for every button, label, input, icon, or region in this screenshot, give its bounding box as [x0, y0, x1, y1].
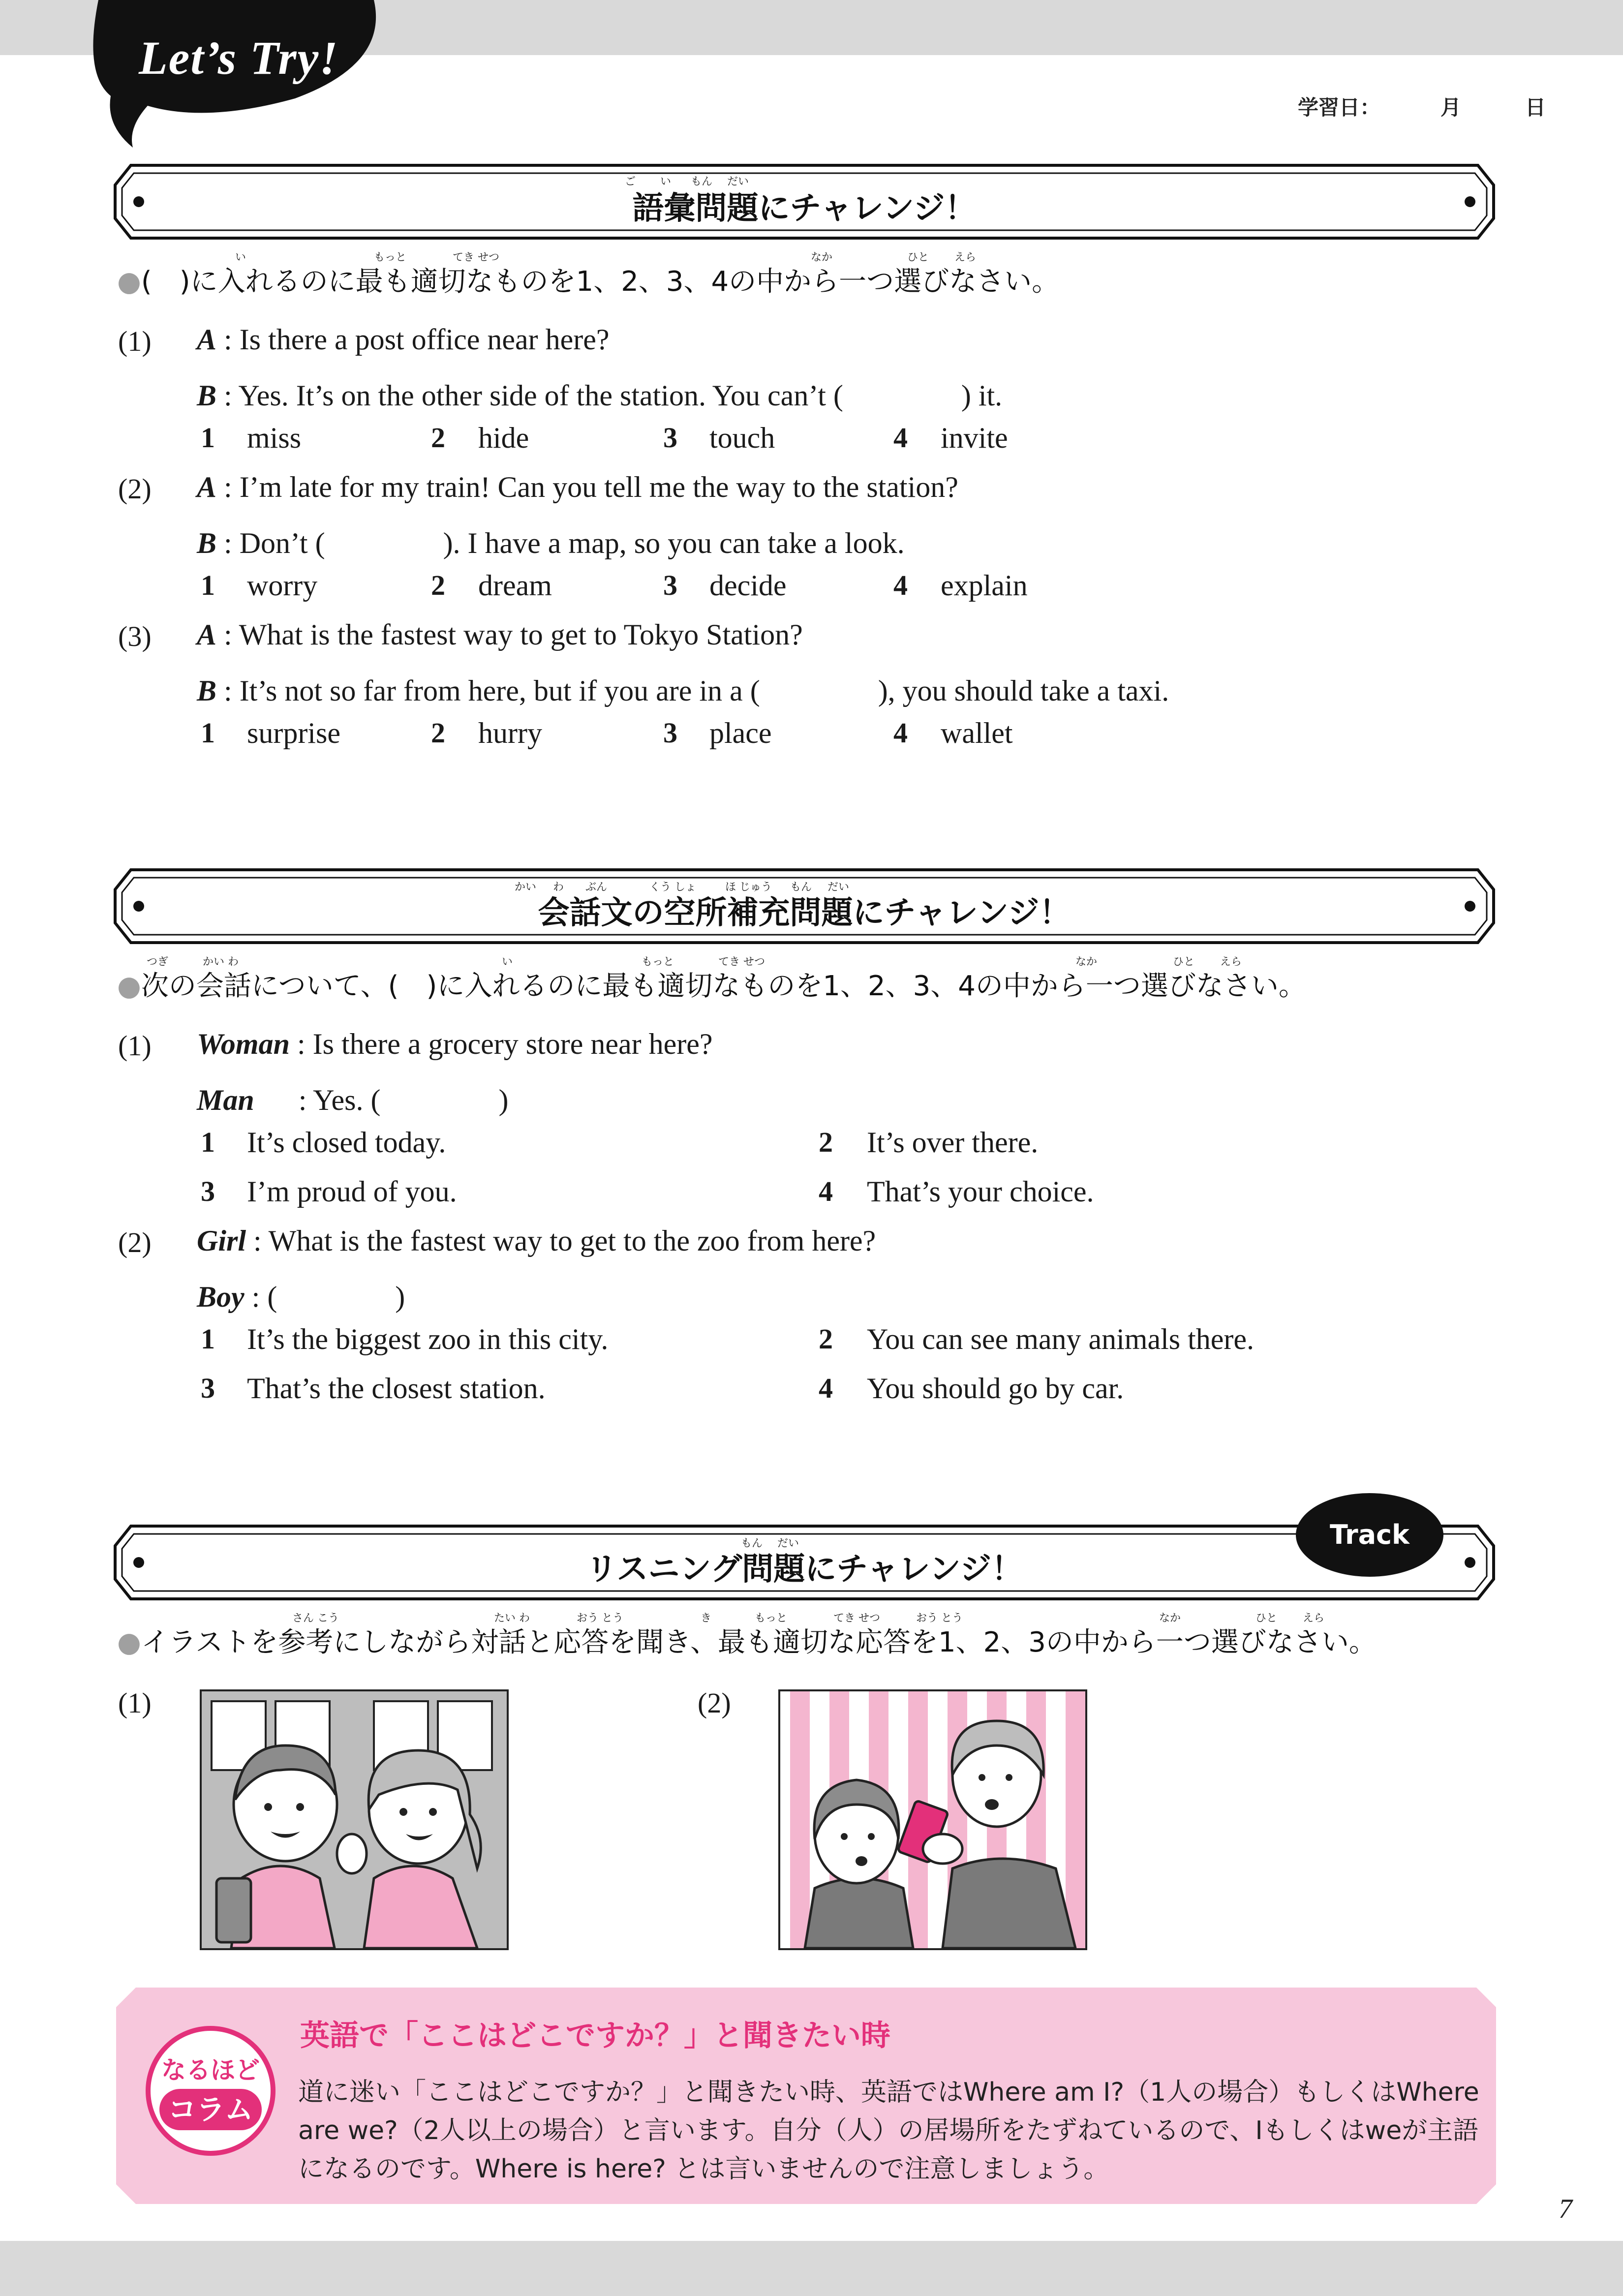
column-title: 英語で「ここはどこですか？」と聞きたい時: [300, 2019, 890, 2053]
option-number: 2: [431, 422, 445, 454]
dialogue-line-a: Woman : Is there a grocery store near here?: [197, 1028, 713, 1060]
ruby-i2: てき せつ: [453, 251, 499, 264]
ruby-r0: ご: [625, 176, 636, 188]
page-number: 7: [1559, 2194, 1572, 2224]
bullet-icon: ●: [117, 1626, 141, 1658]
section-title: 語彙問題にチャレンジ！: [632, 190, 977, 227]
option-text: wallet: [941, 717, 1013, 749]
lets-try-bubble: [0, 0, 389, 153]
track-number-badge: Track No.3: [1296, 1493, 1443, 1577]
bullet-icon: ●: [117, 970, 141, 1002]
ruby-r3: くう しょ: [649, 881, 696, 893]
option-text: hurry: [478, 717, 542, 749]
question-number: (1): [118, 325, 152, 357]
dialogue-line-b: B : Yes. It’s on the other side of the station. You can’t ( ) it.: [197, 379, 1003, 412]
bottom-band: [0, 2241, 1623, 2296]
ruby-i7: なか: [1159, 1612, 1181, 1624]
section-banner-vocabulary: [113, 162, 1496, 241]
ruby-r0: もん: [741, 1537, 763, 1550]
illustration-businesspeople: [778, 1689, 1087, 1950]
ruby-i1: かい わ: [203, 956, 239, 968]
option-number: 1: [201, 717, 215, 749]
option-text: explain: [941, 569, 1028, 602]
ruby-r3: だい: [727, 176, 749, 188]
option-text: You should go by car.: [867, 1372, 1124, 1405]
ruby-i3: もっと: [642, 956, 674, 968]
question-number: (2): [118, 473, 152, 505]
question-number: (2): [118, 1226, 152, 1258]
option-text: It’s over there.: [867, 1126, 1039, 1159]
ruby-i8: ひと: [1256, 1612, 1278, 1624]
option-text: surprise: [247, 717, 340, 749]
option-number: 4: [819, 1175, 833, 1207]
ruby-i4: てき せつ: [718, 956, 765, 968]
study-date-label: 学習日：: [1298, 95, 1381, 120]
dialogue-line-b: B : It’s not so far from here, but if you are in a ( ), you should take a taxi.: [197, 674, 1169, 707]
option-text: miss: [247, 422, 302, 454]
ruby-i4: もっと: [755, 1612, 788, 1624]
section-banner-listening: [113, 1523, 1496, 1602]
option-text: invite: [941, 422, 1008, 454]
option-number: 4: [819, 1372, 833, 1404]
option-text: touch: [709, 422, 775, 454]
dialogue-line-a: A : I’m late for my train! Can you tell me the way to the station?: [197, 471, 958, 503]
question-number: (2): [698, 1687, 731, 1719]
option-text: I’m proud of you.: [247, 1175, 457, 1208]
ruby-r6: だい: [827, 881, 850, 893]
option-text: dream: [478, 569, 552, 602]
dialogue-line-a: A : Is there a post office near here?: [197, 323, 610, 356]
section-title: リスニング問題にチャレンジ！: [585, 1551, 1023, 1588]
ruby-i5: なか: [1075, 956, 1098, 968]
option-number: 2: [431, 717, 445, 749]
option-number: 3: [663, 717, 677, 749]
dialogue-line-a: A : What is the fastest way to get to Tokyo Station?: [197, 618, 803, 651]
ruby-i3: き: [701, 1612, 712, 1624]
instruction-conversation: ●次の会話について、( )に入れるのに最も適切なものを1、2、3、4の中から一つ選びなさい。: [117, 970, 1306, 1002]
option-number: 1: [201, 422, 215, 454]
ruby-r1: だい: [777, 1537, 799, 1550]
study-month-label: 月: [1440, 95, 1462, 120]
ruby-r4: ほ じゅう: [725, 881, 772, 893]
ruby-i5: てき せつ: [833, 1612, 880, 1624]
ruby-r0: かい: [515, 881, 537, 893]
option-number: 4: [893, 569, 908, 601]
question-number: (3): [118, 620, 152, 652]
ruby-i0: つぎ: [147, 956, 169, 968]
illustration-students: [200, 1689, 509, 1950]
option-number: 4: [893, 717, 908, 749]
option-text: hide: [478, 422, 529, 454]
option-number: 2: [431, 569, 445, 601]
option-text: It’s the biggest zoo in this city.: [247, 1323, 609, 1355]
ruby-i5: えら: [954, 251, 977, 264]
question-number: (1): [118, 1030, 152, 1062]
column-line: 道に迷い「ここはどこですか？」と聞きたい時、英語ではWhere am I?（1人の場合）もしくはWhere: [298, 2078, 1479, 2107]
option-text: You can see many animals there.: [867, 1323, 1255, 1355]
instruction-listening: ●イラストを参考にしながら対話と応答を聞き、最も適切な応答を1、2、3の中から一つ選びなさい。: [117, 1626, 1377, 1658]
ruby-i0: さん こう: [292, 1612, 339, 1624]
ruby-i6: ひと: [1173, 956, 1195, 968]
ruby-i9: えら: [1303, 1612, 1325, 1624]
option-number: 1: [201, 1126, 215, 1158]
ruby-i2: い: [502, 956, 513, 968]
study-day-label: 日: [1525, 95, 1546, 120]
instruction-vocabulary: ●( )に入れるのに最も適切なものを1、2、3、4の中から一つ選びなさい。: [117, 266, 1060, 298]
badge-bottom-label: コラム: [159, 2089, 262, 2130]
ruby-r1: わ: [553, 881, 564, 893]
option-number: 1: [201, 569, 215, 601]
bullet-icon: ●: [117, 266, 141, 298]
ruby-i7: えら: [1220, 956, 1242, 968]
option-number: 2: [819, 1126, 833, 1158]
ruby-i1: たい わ: [494, 1612, 530, 1624]
option-text: It’s closed today.: [247, 1126, 446, 1159]
ruby-i1: もっと: [374, 251, 407, 264]
option-number: 3: [663, 422, 677, 454]
ruby-i3: なか: [811, 251, 833, 264]
lets-try-label: Let’s Try!: [139, 31, 339, 84]
option-number: 4: [893, 422, 908, 454]
option-number: 3: [201, 1372, 215, 1404]
ruby-i0: い: [235, 251, 246, 264]
badge-top-label: なるほど: [161, 2056, 260, 2084]
dialogue-line-b: Man : Yes. ( ): [197, 1084, 509, 1116]
ruby-r2: ぶん: [585, 881, 608, 893]
ruby-i6: おう とう: [916, 1612, 963, 1624]
dialogue-line-b: B : Don’t ( ). I have a map, so you can take a look.: [197, 527, 905, 559]
option-number: 3: [663, 569, 677, 601]
option-number: 3: [201, 1175, 215, 1207]
column-line: are we?（2人以上の場合）と言います。自分（人）の居場所をたずねているので、Iもしくはweが主語: [298, 2116, 1479, 2145]
option-text: worry: [247, 569, 318, 602]
ruby-i2: おう とう: [577, 1612, 623, 1624]
column-line: になるのです。Where is here? とは言いませんので注意しましょう。: [298, 2154, 1109, 2184]
section-title: 会話文の空所補充問題にチャレンジ！: [538, 895, 1071, 931]
option-text: That’s your choice.: [867, 1175, 1094, 1208]
ruby-r1: い: [660, 176, 672, 188]
option-number: 2: [819, 1323, 833, 1355]
naruhodo-column-badge: [146, 2026, 276, 2156]
ruby-r5: もん: [790, 881, 812, 893]
ruby-i4: ひと: [907, 251, 929, 264]
ruby-r2: もん: [691, 176, 713, 188]
option-text: decide: [709, 569, 787, 602]
dialogue-line-b: Boy : ( ): [197, 1281, 405, 1313]
question-number: (1): [118, 1687, 152, 1719]
option-text: That’s the closest station.: [247, 1372, 546, 1405]
dialogue-line-a: Girl : What is the fastest way to get to the zoo from here?: [197, 1225, 876, 1257]
option-number: 1: [201, 1323, 215, 1355]
option-text: place: [709, 717, 772, 749]
